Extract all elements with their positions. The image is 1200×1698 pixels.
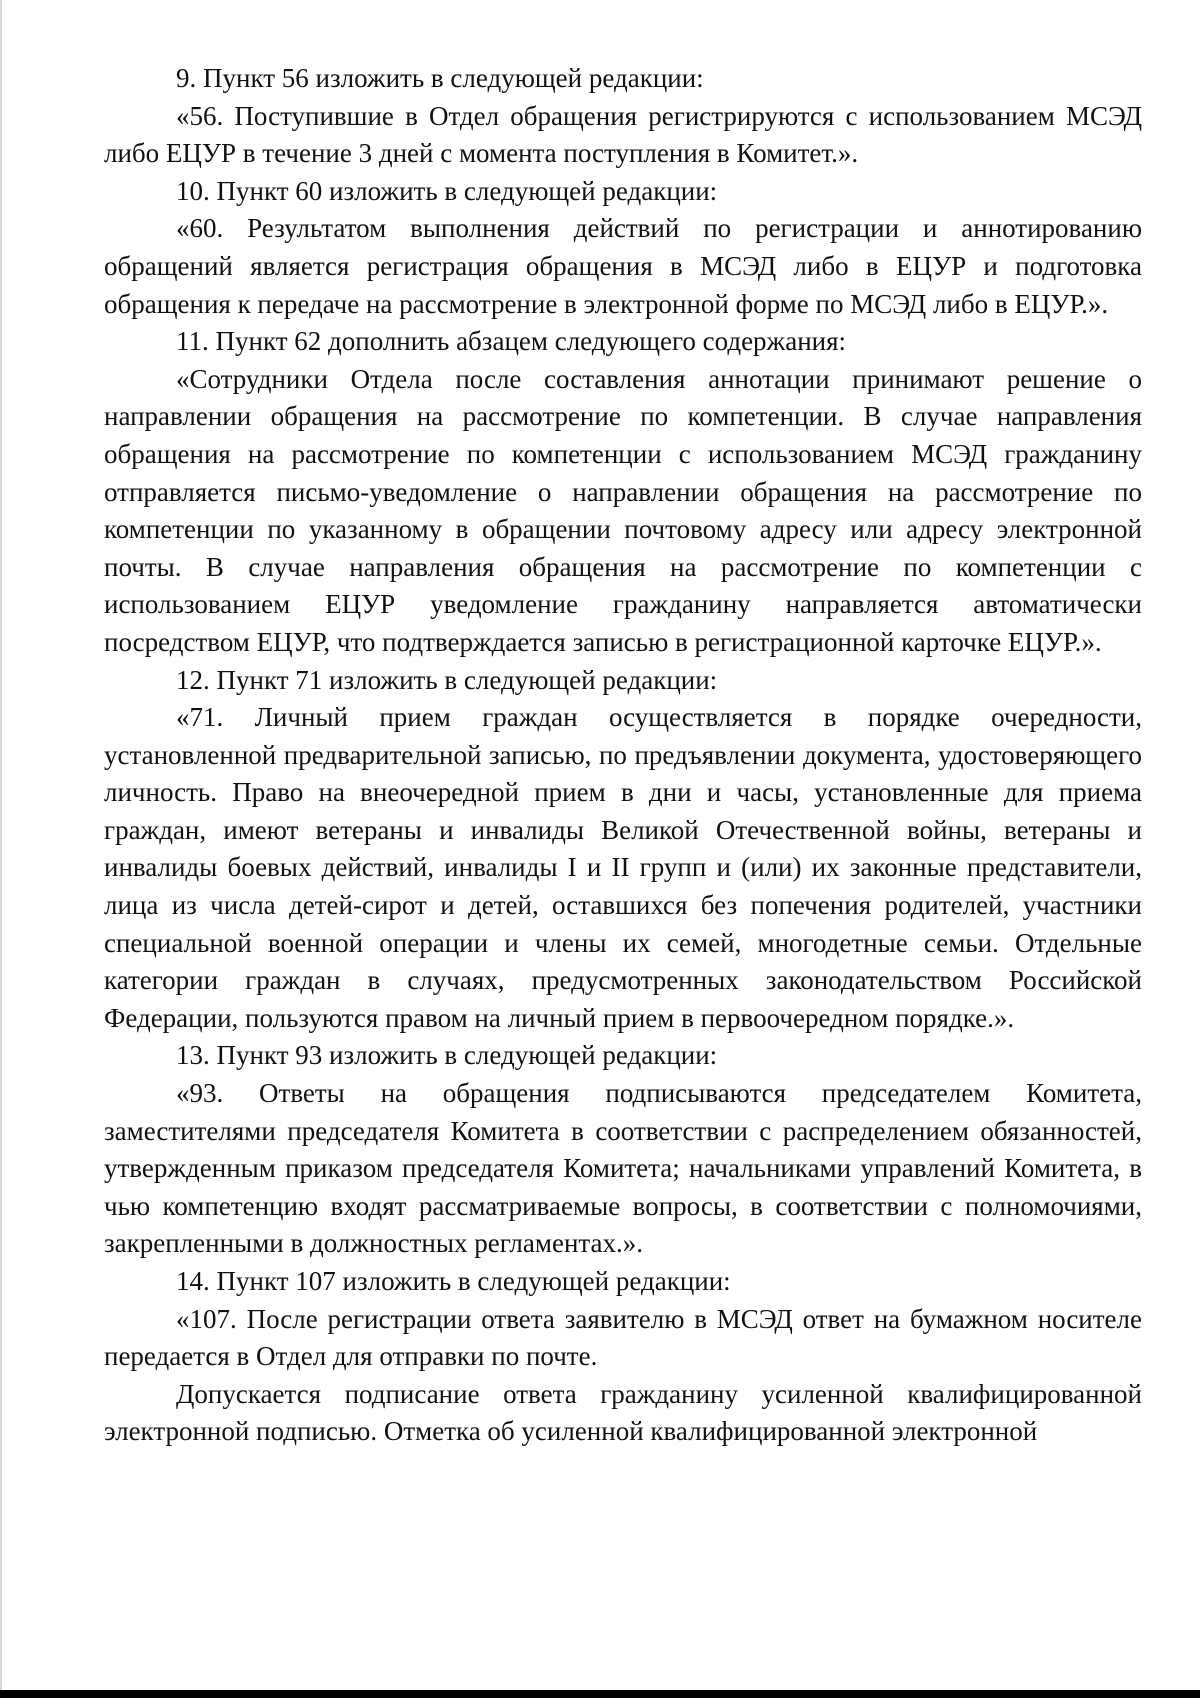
item-11-heading: 11. Пункт 62 дополнить абзацем следующего содержания: [176,326,847,357]
item-12-heading: 12. Пункт 71 изложить в следующей редакции: [176,664,718,695]
item-60-text: «60. Результатом выполнения действий по регистрации и аннотированию обращений является регистрация обращения в МСЭД либо в ЕЦУР и подготовка обращения к передаче на рассмотрение в электронной форме по МСЭД либо в ЕЦУР.». [104,213,1142,319]
scan-bottom-border [0,1690,1200,1698]
item-71-text: «71. Личный прием граждан осуществляется в порядке очередности, установленной предварительной записью, по предъявлении документа, удостоверяющего личность. Право на внеочередной прием в дни и часы, установленные для приема граждан, имеют ветераны и инвалиды Великой Отечественной войны, ветераны и инвалиды боевых действий, инвалиды I и II групп и (или) их законные представители, лица из числа детей-сирот и детей, оставшихся без попечения родителей, участники специальной военной операции и члены их семей, многодетные семьи. Отдельные категории граждан в случаях, предусмотренных законодательством Российской Федерации, пользуются правом на личный прием в первоочередном порядке.». [104,702,1142,1033]
item-14-heading: 14. Пункт 107 изложить в следующей редакции: [176,1266,731,1296]
item-62-addition-text: «Сотрудники Отдела после составления аннотации принимают решение о направлении обращения на рассмотрение по компетенции. В случае направления обращения на рассмотрение по компетенции с использованием МСЭД гражданину отправляется письмо-уведомление о направлении обращения на рассмотрение по компетенции по указанному в обращении почтовому адресу или адресу электронной почты. В случае направления обращения на рассмотрение по компетенции с использованием ЕЦУР уведомление гражданину направляется автоматически посредством ЕЦУР, что подтверждается записью в регистрационной карточке ЕЦУР.». [104,363,1142,657]
item-93-text: «93. Ответы на обращения подписываются председателем Комитета, заместителями председателя Комитета в соответствии с распределением обязанностей, утвержденным приказом председателя Комитета; начальниками управлений Комитета, в чью компетенцию входят рассматриваемые вопросы, в соответствии с полномочиями, закрепленными в должностных регламентах.». [104,1078,1142,1259]
item-10-heading: 10. Пункт 60 изложить в следующей редакции: [176,175,718,206]
item-107-text: «107. После регистрации ответа заявителю в МСЭД ответ на бумажном носителе передается в Отдел для отправки по почте. [104,1303,1142,1372]
item-56-text: «56. Поступившие в Отдел обращения регистрируются с использованием МСЭД либо ЕЦУР в течение 3 дней с момента поступления в Комитет.». [104,100,1142,169]
scan-edge [0,0,2,1698]
item-107-signature-text: Допускается подписание ответа гражданину усиленной квалифицированной электронной подписью. Отметка об усиленной квалифицированной электронной [104,1378,1142,1447]
item-13-heading: 13. Пункт 93 изложить в следующей редакции: [176,1040,718,1071]
item-9-heading: 9. Пункт 56 изложить в следующей редакции: [176,63,704,93]
document-body [104,60,1142,1451]
